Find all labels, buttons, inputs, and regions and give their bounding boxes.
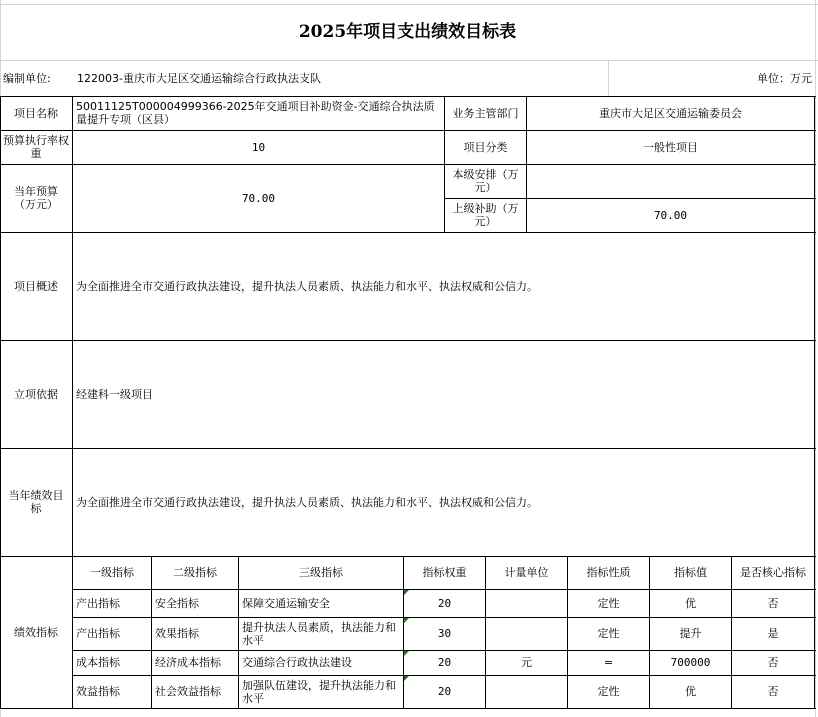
basis-label: 立项依据 <box>14 387 58 401</box>
indicator-header: 是否核心指标 <box>740 566 806 579</box>
indicator-header: 指标值 <box>674 566 707 579</box>
table-cell: 30 <box>437 627 452 640</box>
overview-value: 为全面推进全市交通行政执法建设，提升执法人员素质、执法能力和水平、执法权威和公信力。 <box>76 279 538 293</box>
table-cell: 优 <box>685 596 696 610</box>
table-border-bottom <box>0 708 816 709</box>
table-cell: 定性 <box>597 596 620 610</box>
table-cell: 定性 <box>597 627 620 640</box>
annual-budget-value: 70.00 <box>241 191 276 205</box>
table-cell: 经济成本指标 <box>155 656 221 669</box>
table-cell: 元 <box>521 656 532 669</box>
basis-value: 经建科一级项目 <box>76 387 153 401</box>
budget-weight-label: 预算执行率权重 <box>3 134 69 160</box>
table-cell: 提升执法人员素质，执法能力和水平 <box>242 620 396 647</box>
table-cell: 20 <box>437 656 452 669</box>
upper-subsidy-label: 上级补助（万元） <box>452 202 519 228</box>
table-cell: 成本指标 <box>76 656 120 669</box>
unit-label: 编制单位: <box>3 71 51 85</box>
cell-note-marker <box>404 676 409 681</box>
local-allocation-value <box>527 164 814 198</box>
currency-unit: 单位：万元 <box>757 71 812 85</box>
table-border-right <box>814 96 815 709</box>
indicator-header: 计量单位 <box>504 566 549 579</box>
annual-budget-label: 当年预算（万元） <box>14 185 58 211</box>
table-cell: 否 <box>767 656 779 669</box>
table-cell: 是 <box>767 627 779 640</box>
table-cell: 效益指标 <box>76 685 120 698</box>
table-cell: 优 <box>685 685 696 698</box>
annual-goal-label: 当年绩效目标 <box>8 489 64 515</box>
indicator-header: 一级指标 <box>90 566 134 579</box>
table-cell: 产出指标 <box>76 596 120 610</box>
table-cell: 保障交通运输安全 <box>242 596 330 610</box>
annual-goal-value: 为全面推进全市交通行政执法建设，提升执法人员素质、执法能力和水平、执法权威和公信力。 <box>76 495 538 509</box>
table-cell <box>486 617 567 650</box>
table-cell: 700000 <box>670 656 711 669</box>
indicator-header: 二级指标 <box>173 566 217 579</box>
overview-label: 项目概述 <box>14 279 58 293</box>
dept-label: 业务主管部门 <box>452 106 519 120</box>
table-cell: 20 <box>437 596 452 610</box>
indicator-header: 三级指标 <box>299 566 343 579</box>
table-cell: 安全指标 <box>155 596 199 610</box>
category-value: 一般性项目 <box>643 140 698 154</box>
project-name-value: 50011125T000004999366-2025年交通项目补助资金-交通综合执法质量提升专项（区县） <box>76 100 435 126</box>
cell-note-marker <box>404 590 409 595</box>
local-allocation-label: 本级安排（万元） <box>452 168 519 194</box>
table-cell <box>486 589 567 617</box>
table-cell: 20 <box>437 685 452 698</box>
dept-value: 重庆市大足区交通运输委员会 <box>599 106 742 120</box>
cell-note-marker <box>404 651 409 656</box>
indicator-header: 指标权重 <box>422 566 467 579</box>
table-cell: 否 <box>767 685 779 698</box>
indicator-header: 指标性质 <box>586 566 631 579</box>
project-name-label: 项目名称 <box>14 106 58 120</box>
category-label: 项目分类 <box>463 140 508 154</box>
table-cell: = <box>603 656 614 669</box>
table-cell: 产出指标 <box>76 627 120 640</box>
table-cell <box>486 675 567 708</box>
indicators-label: 绩效指标 <box>14 625 58 639</box>
upper-subsidy-value: 70.00 <box>653 208 688 222</box>
budget-weight-value: 10 <box>251 140 266 154</box>
cell-note-marker <box>404 618 409 623</box>
table-cell: 定性 <box>597 685 620 698</box>
grid-line <box>815 0 816 717</box>
table-cell: 交通综合行政执法建设 <box>242 656 352 669</box>
table-cell: 效果指标 <box>155 627 199 640</box>
table-cell: 加强队伍建设，提升执法能力和水平 <box>242 678 396 705</box>
page-title: 2025年项目支出绩效目标表 <box>298 21 517 42</box>
table-cell: 否 <box>767 596 779 610</box>
unit-value: 122003-重庆市大足区交通运输综合行政执法支队 <box>77 71 321 85</box>
table-cell: 提升 <box>679 627 702 640</box>
table-cell: 社会效益指标 <box>155 685 221 698</box>
